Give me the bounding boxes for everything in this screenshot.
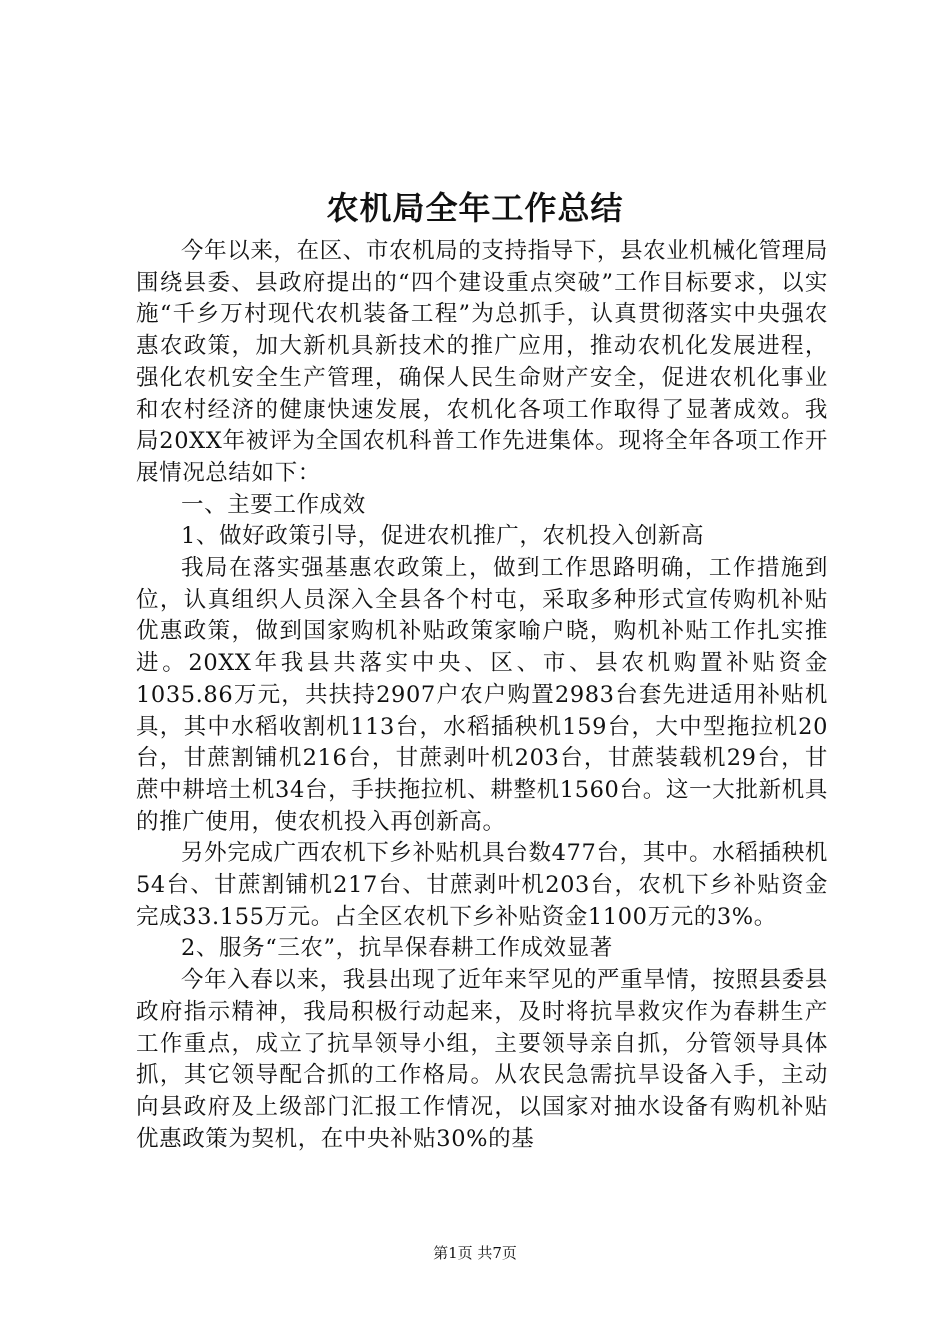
document-body (136, 236, 828, 1155)
document-title: 农机局全年工作总结 (326, 189, 624, 227)
paragraph-subsidy-details: 我局在落实强基惠农政策上，做到工作思路明确，工作措施到位，认真组织人员深入全县各个村屯，采取多种形式宣传购机补贴优惠政策，做到国家购机补贴政策家喻户晓，购机补贴工作扎实推进。20XX年我县共落实中央、区、市、县农机购置补贴资金1035.86万元，共扶持2907户农户购置2983台套先进适用补贴机具，其中水稻收割机113台，水稻插秧机159台，大中型拖拉机20台，甘蔗割铺机216台，甘蔗剥叶机203台，甘蔗装载机29台，甘蔗中耕培土机34台，手扶拖拉机、耕整机1560台。这一大批新机具的推广使用，使农机投入再创新高。 (136, 555, 828, 835)
subheading-drought-relief: 2、服务“三农”，抗旱保春耕工作成效显著 (181, 935, 613, 962)
paragraph-drought-details: 今年入春以来，我县出现了近年来罕见的严重旱情，按照县委县政府指示精神，我局积极行动起来，及时将抗旱救灾作为春耕生产工作重点，成立了抗旱领导小组，主要领导亲自抓，分管领导具体抓，其它领导配合抓的工作格局。从农民急需抗旱设备入手，主动向县政府及上级部门汇报工作情况，以国家对抽水设备有购机补贴优惠政策为契机，在中央补贴30%的基 (136, 967, 828, 1152)
section-heading-main-results: 一、主要工作成效 (181, 491, 366, 518)
paragraph-guangxi-subsidy: 另外完成广西农机下乡补贴机具台数477台，其中。水稻插秧机54台、甘蔗割铺机217台、甘蔗剥叶机203台，农机下乡补贴资金完成33.155万元。占全区农机下乡补贴资金1100万元的3%。 (136, 840, 828, 930)
subheading-policy-guidance: 1、做好政策引导，促进农机推广，农机投入创新高 (181, 523, 705, 550)
page-number-footer: 第1页 共7页 (433, 1244, 517, 1262)
paragraph-intro: 今年以来，在区、市农机局的支持指导下，县农业机械化管理局围绕县委、县政府提出的“四个建设重点突破”工作目标要求，以实施“千乡万村现代农机装备工程”为总抓手，认真贯彻落实中央强农惠农政策，加大新机具新技术的推广应用，推动农机化发展进程，强化农机安全生产管理，确保人民生命财产安全，促进农机化事业和农村经济的健康快速发展，农机化各项工作取得了显著成效。我局20XX年被评为全国农机科普工作先进集体。现将全年各项工作开展情况总结如下： (136, 238, 828, 486)
